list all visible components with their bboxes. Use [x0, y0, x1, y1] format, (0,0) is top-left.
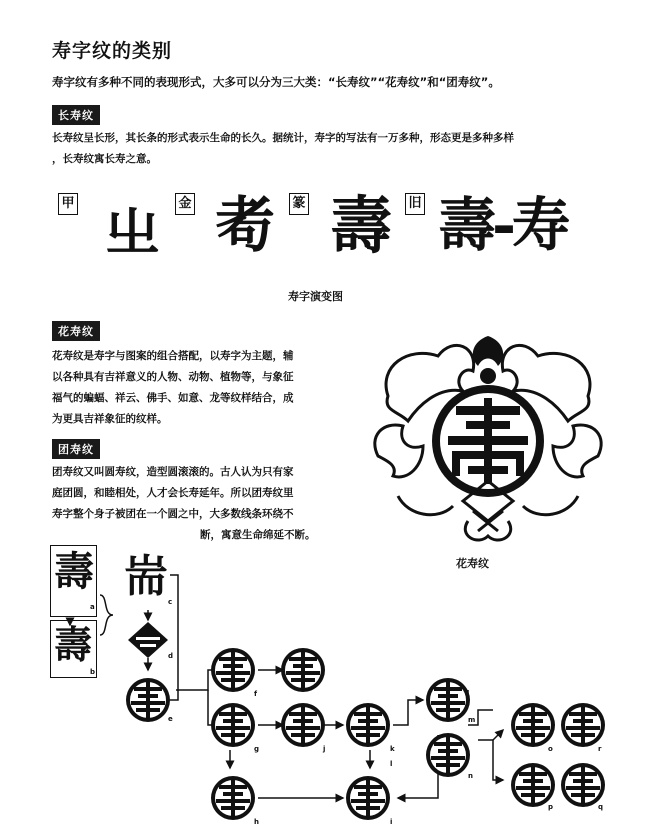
- round-line: 断，寓意生命绵延不断。: [200, 529, 316, 541]
- diagram-letter: l: [390, 760, 393, 768]
- evolution-label-zhuan: 篆: [289, 193, 309, 215]
- flower-line: 以各种具有吉祥意义的人物、动物、植物等，与象征: [52, 371, 294, 383]
- diagram-letter: o: [548, 745, 553, 753]
- evolution-label-jia: 甲: [58, 193, 78, 215]
- diagram-letter: m: [468, 716, 476, 724]
- flower-description: [52, 346, 294, 430]
- intro-text: 寿字纹有多种不同的表现形式，大多可以分为三大类：“长寿纹”“花寿纹”和“团寿纹”。: [52, 75, 500, 89]
- diagram-letter: r: [598, 745, 602, 753]
- glyph-bronze: 耇: [215, 191, 275, 261]
- diagram-letter: e: [168, 715, 173, 723]
- diagram-letter: f: [254, 690, 258, 698]
- glyph-traditional-simplified: 壽-寿: [438, 191, 567, 259]
- evolution-caption: 寿字演变图: [288, 290, 343, 303]
- flower-shou-caption: 花寿纹: [456, 557, 489, 570]
- section-tag-flower: 花寿纹: [52, 321, 100, 341]
- diagram-connectors: [48, 540, 618, 835]
- diagram-letter: n: [468, 772, 473, 780]
- long-line: 长寿纹呈长形，其长条的形式表示生命的长久。据统计，寿字的写法有一万多种，形态更是多种多样: [52, 132, 514, 144]
- glyph-oracle: 㞢: [104, 200, 160, 266]
- diagram-letter: k: [390, 745, 395, 753]
- glyph-seal: 壽: [330, 189, 393, 262]
- diagram-letter: q: [598, 803, 604, 811]
- section-tag-long: 长寿纹: [52, 105, 100, 125]
- evolution-label-jin: 金: [175, 193, 195, 215]
- evolution-label-jiu: 旧: [405, 193, 425, 215]
- round-line: 寿字整个身子被团在一个圆之中，大多数线条环绕不: [52, 508, 294, 520]
- flower-shou-ornament: [368, 326, 608, 556]
- section-tag-round: 团寿纹: [52, 439, 100, 459]
- diagram-letter: i: [390, 818, 393, 826]
- flower-line: 为更具吉祥象征的纹样。: [52, 413, 168, 425]
- round-line: 庭团圆，和睦相处，人才会长寿延年。所以团寿纹里: [52, 487, 294, 499]
- round-line: 团寿纹又叫圆寿纹，造型圆滚滚的。古人认为只有家: [52, 466, 294, 478]
- diagram-letter: p: [548, 803, 554, 811]
- round-description: [52, 462, 316, 546]
- flower-line: 福气的蝙蝠、祥云、佛手、如意、龙等纹样结合，成: [52, 392, 294, 404]
- diagram-letter: a: [90, 603, 95, 611]
- diagram-letter: g: [254, 745, 260, 753]
- diagram-letter: j: [323, 745, 326, 753]
- diagram-glyph-a: 壽: [54, 548, 94, 595]
- flower-line: 花寿纹是寿字与图案的组合搭配，以寿字为主题，辅: [52, 350, 294, 362]
- diagram-letter: d: [168, 652, 174, 660]
- diagram-letter: b: [90, 668, 96, 676]
- diagram-glyph-b: 壽: [54, 622, 93, 667]
- long-description: [52, 128, 514, 170]
- long-line: ，长寿纹寓长寿之意。: [52, 153, 157, 165]
- diagram-letter: c: [168, 598, 173, 606]
- page-title: 寿字纹的类别: [52, 40, 173, 62]
- diagram-letter: h: [254, 818, 259, 826]
- diagram-glyph-c: 耑: [124, 551, 168, 602]
